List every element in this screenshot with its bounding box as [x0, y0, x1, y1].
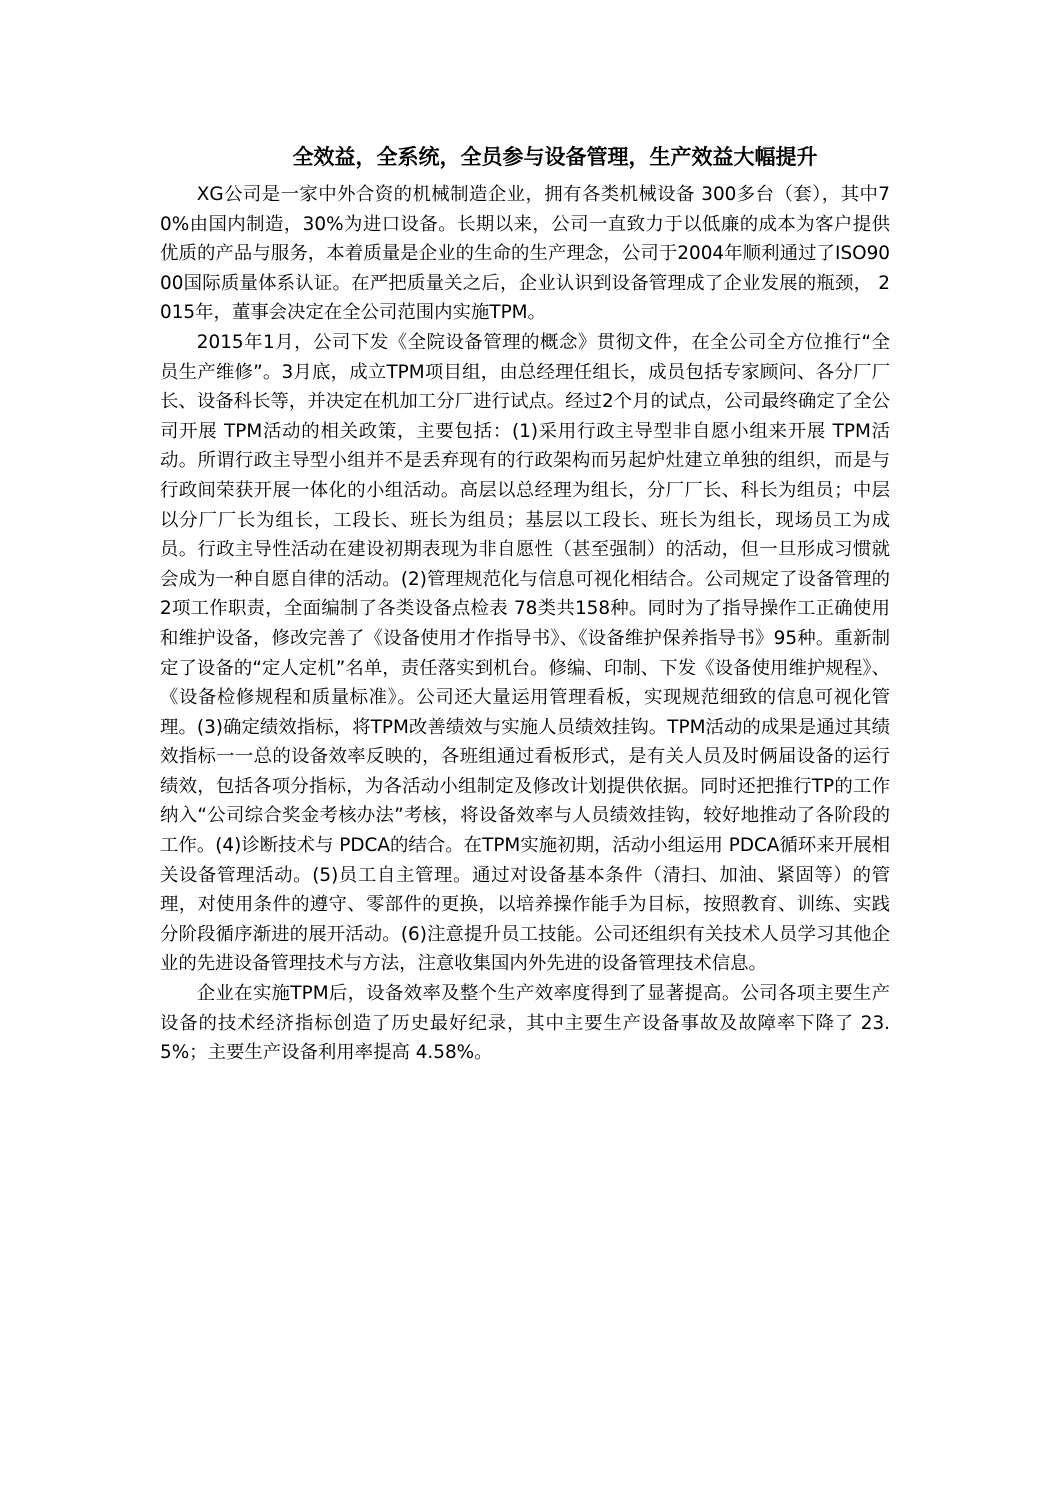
paragraph-intro: XG公司是一家中外合资的机械制造企业，拥有各类机械设备 300多台（套），其中70%由国内制造，30%为进口设备。长期以来，公司一直致力于以低廉的成本为客户提供优质的产品与服务，本着质量是企业的生命的生产理念，公司于2004年顺利通过了ISO9000国际质量体系认证。在严把质量关之后，企业认识到设备管理成了企业发展的瓶颈， 2015年，董事会决定在全公司范围内实施TPM。	[160, 184, 890, 324]
paragraph-implementation: 2015年1月，公司下发《全院设备管理的概念》贯彻文件，在全公司全方位推行“全员生产维修”。3月底，成立TPM项目组，由总经理任组长，成员包括专家顾问、各分厂厂长、设备科长等，并决定在机加工分厂进行试点。经过2个月的试点，公司最终确定了全公司开展 TPM活动的相关政策，主要包括：(1)采用行政主导型非自愿小组来开展 TPM活动。所谓行政主导型小组并不是丢弃现有的行政架构而另起炉灶建立单独的组织，而是与行政间荣获开展一体化的小组活动。高层以总经理为组长，分厂厂长、科长为组员；中层以分厂厂长为组长，工段长、班长为组员；基层以工段长、班长为组长，现场员工为成员。行政主导性活动在建设初期表现为非自愿性（甚至强制）的活动，但一旦形成习惯就会成为一种自愿自律的活动。(2)管理规范化与信息可视化相结合。公司规定了设备管理的2项工作职责，全面编制了各类设备点检表 78类共158种。同时为了指导操作工正确使用和维护设备，修改完善了《设备使用才作指导书》、《设备维护保养指导书》95种。重新制定了设备的“定人定机”名单，责任落实到机台。修编、印制、下发《设备使用维护规程》、《设备检修规程和质量标准》。公司还大量运用管理看板，实现规范细致的信息可视化管理。(3)确定绩效指标，将TPM改善绩效与实施人员绩效挂钩。TPM活动的成果是通过其绩效指标一一总的设备效率反映的，各班组通过看板形式，是有关人员及时俩届设备的运行绩效，包括各项分指标，为各活动小组制定及修改计划提供依据。同时还把推行TP的工作纳入“公司综合奖金考核办法”考核，将设备效率与人员绩效挂钩，较好地推动了各阶段的工作。(4)诊断技术与 PDCA的结合。在TPM实施初期，活动小组运用 PDCA循环来开展相关设备管理活动。(5)员工自主管理。通过对设备基本条件（清扫、加油、紧固等）的管理，对使用条件的遵守、零部件的更换，以培养操作能手为目标，按照教育、训练、实践分阶段循序渐进的展开活动。(6)注意提升员工技能。公司还组织有关技术人员学习其他企业的先进设备管理技术与方法，注意收集国内外先进的设备管理技术信息。	[160, 331, 890, 975]
document-body	[160, 180, 890, 1068]
document-title: 全效益，全系统，全员参与设备管理，生产效益大幅提升	[292, 144, 818, 169]
paragraph-results: 企业在实施TPM后，设备效率及整个生产效率度得到了显著提高。公司各项主要生产设备的技术经济指标创造了历史最好纪录，其中主要生产设备事故及故障率下降了 23.5%；主要生产设备利用率提高 4.58%。	[160, 983, 890, 1064]
